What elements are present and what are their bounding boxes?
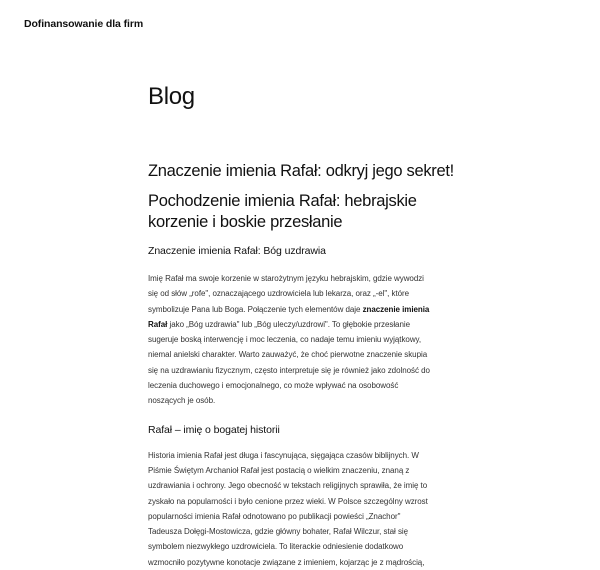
- bold-keyword: Rafał: [148, 319, 168, 329]
- site-title-link[interactable]: Dofinansowanie dla firm: [24, 18, 144, 30]
- paragraph-line: się od słów „rofe", oznaczającego uzdrowiciela lub lekarza, oraz „-el", które: [148, 289, 410, 299]
- paragraph-line: Imię Rafał ma swoje korzenie w starożytnym języku hebrajskim, gdzie wywodzi: [148, 274, 424, 283]
- post-paragraph-1: [148, 271, 448, 409]
- paragraph-text: jako „Bóg uzdrawia" lub „Bóg uleczy/uzdrowi". To głębokie przesłanie: [167, 319, 410, 329]
- post-heading-history: Rafał – imię o bogatej historii: [148, 423, 280, 436]
- paragraph-line: niemal anielski charakter. Warto zauważyć, że choć pierwotne znaczenie skupia: [148, 350, 428, 360]
- post-heading-meaning: Znaczenie imienia Rafał: Bóg uzdrawia: [148, 245, 326, 257]
- paragraph-line: [148, 317, 448, 332]
- blog-title: Blog: [148, 83, 195, 110]
- paragraph-line: symbolem niezwykłego uzdrowiciela. To literackie odniesienie dodatkowo: [148, 542, 404, 552]
- post-paragraph-2: [148, 448, 448, 570]
- paragraph-line: się na uzdrawianiu fizycznym, często interpretuje się je również jako zdolność do: [148, 365, 430, 375]
- paragraph-line: Tadeusza Dołęgi-Mostowicza, gdzie główny bohater, Rafał Wilczur, stał się: [148, 527, 409, 537]
- paragraph-line: popularności imienia Rafał odnotowano po publikacji powieści „Znachor": [148, 511, 401, 521]
- post-heading-origin: Pochodzenie imienia Rafał: hebrajskie korzenie i boskie przesłanie: [148, 192, 417, 231]
- main-content: [148, 80, 454, 570]
- bold-keyword: znaczenie imienia: [362, 304, 430, 314]
- paragraph-line: leczenia duchowego i emocjonalnego, co może wpływać na osobowość: [148, 381, 399, 391]
- paragraph-line: Piśmie Świętym Archanioł Rafał jest postacią o wielkim znaczeniu, znaną z: [148, 465, 410, 475]
- paragraph-line: Historia imienia Rafał jest długa i fascynująca, sięgająca czasów biblijnych. W: [148, 450, 419, 460]
- paragraph-line: uzdrawiania i ochrony. Jego obecność w tekstach religijnych sprawiła, że imię to: [148, 481, 428, 491]
- paragraph-line: wzmocniło pozytywne konotacje związane z imieniem, kojarząc je z mądrością,: [148, 557, 425, 567]
- paragraph-line: [148, 302, 448, 317]
- site-header: [24, 14, 143, 30]
- paragraph-line: zyskało na popularności i było cenione przez wieki. W Polsce szczególny wzrost: [148, 496, 428, 506]
- post: [148, 160, 454, 570]
- paragraph-line: noszących je osób.: [148, 396, 216, 406]
- paragraph-text: symbolizuje Pana lub Boga. Połączenie tych elementów daje: [148, 304, 363, 314]
- paragraph-line: sugeruje boską interwencję i moc leczenia, co nadaje temu imieniu wyjątkowy,: [148, 335, 422, 345]
- post-title[interactable]: Znaczenie imienia Rafał: odkryj jego sekret!: [148, 162, 454, 180]
